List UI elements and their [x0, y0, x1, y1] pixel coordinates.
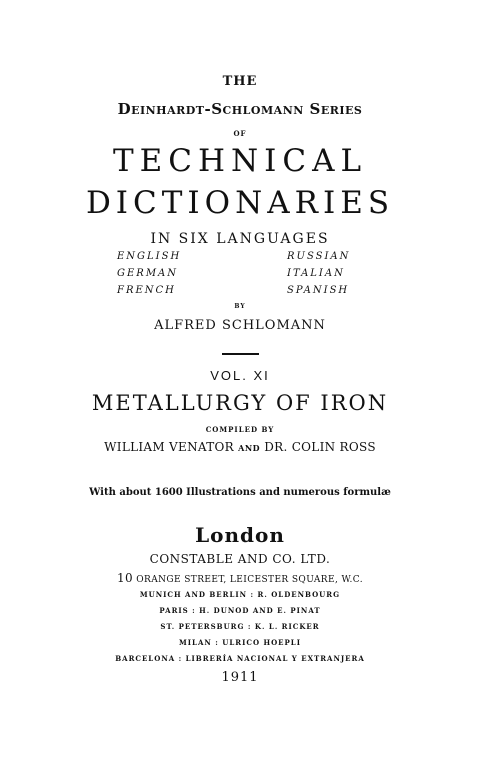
agent-st-petersburg: ST. PETERSBURG : K. L. RICKER: [160, 622, 320, 631]
publication-year: 1911: [221, 670, 259, 685]
divider-rule: [222, 353, 259, 355]
agent-milan: MILAN : ULRICO HOEPLI: [179, 638, 301, 647]
series-name: Deinhardt-Schlomann Series: [117, 100, 363, 118]
languages-intro: IN SIX LANGUAGES: [150, 231, 330, 247]
author-name: ALFRED SCHLOMANN: [154, 318, 326, 333]
address-number: 10: [116, 571, 134, 585]
agent-paris: PARIS : H. DUNOD AND E. PINAT: [159, 606, 321, 615]
volume-label: VOL. XI: [210, 368, 270, 383]
volume-subject: METALLURGY OF IRON: [91, 391, 389, 415]
language-french: FRENCH: [117, 285, 176, 296]
language-russian: RUSSIAN: [287, 251, 351, 262]
agent-munich-berlin: MUNICH AND BERLIN : R. OLDENBOURG: [139, 590, 341, 599]
compiled-by-label: COMPILED BY: [205, 425, 275, 434]
title-line-1: TECHNICAL: [112, 143, 368, 179]
compiler-first: WILLIAM VENATOR: [104, 440, 234, 454]
language-german: GERMAN: [117, 268, 179, 279]
compilers-and: AND: [238, 443, 261, 453]
publisher-address: [0, 571, 480, 585]
title-line-2: DICTIONARIES: [85, 185, 395, 221]
compilers: [0, 440, 480, 454]
language-english: ENGLISH: [117, 251, 182, 262]
imprint-city: London: [195, 523, 285, 547]
compiler-second: DR. COLIN ROSS: [264, 440, 376, 454]
series-of: OF: [233, 129, 247, 138]
languages-list: [117, 251, 377, 301]
language-italian: ITALIAN: [287, 268, 345, 279]
by-label: BY: [234, 303, 246, 310]
agent-barcelona: BARCELONA : LIBRERÍA NACIONAL Y EXTRANJERA: [115, 654, 365, 663]
publisher-name: CONSTABLE AND CO. LTD.: [149, 552, 331, 566]
series-article: THE: [222, 74, 258, 89]
language-spanish: SPANISH: [287, 285, 350, 296]
illustrations-note: With about 1600 Illustrations and numerous formulæ: [89, 487, 391, 498]
address-street: ORANGE STREET, LEICESTER SQUARE, W.C.: [136, 575, 364, 585]
